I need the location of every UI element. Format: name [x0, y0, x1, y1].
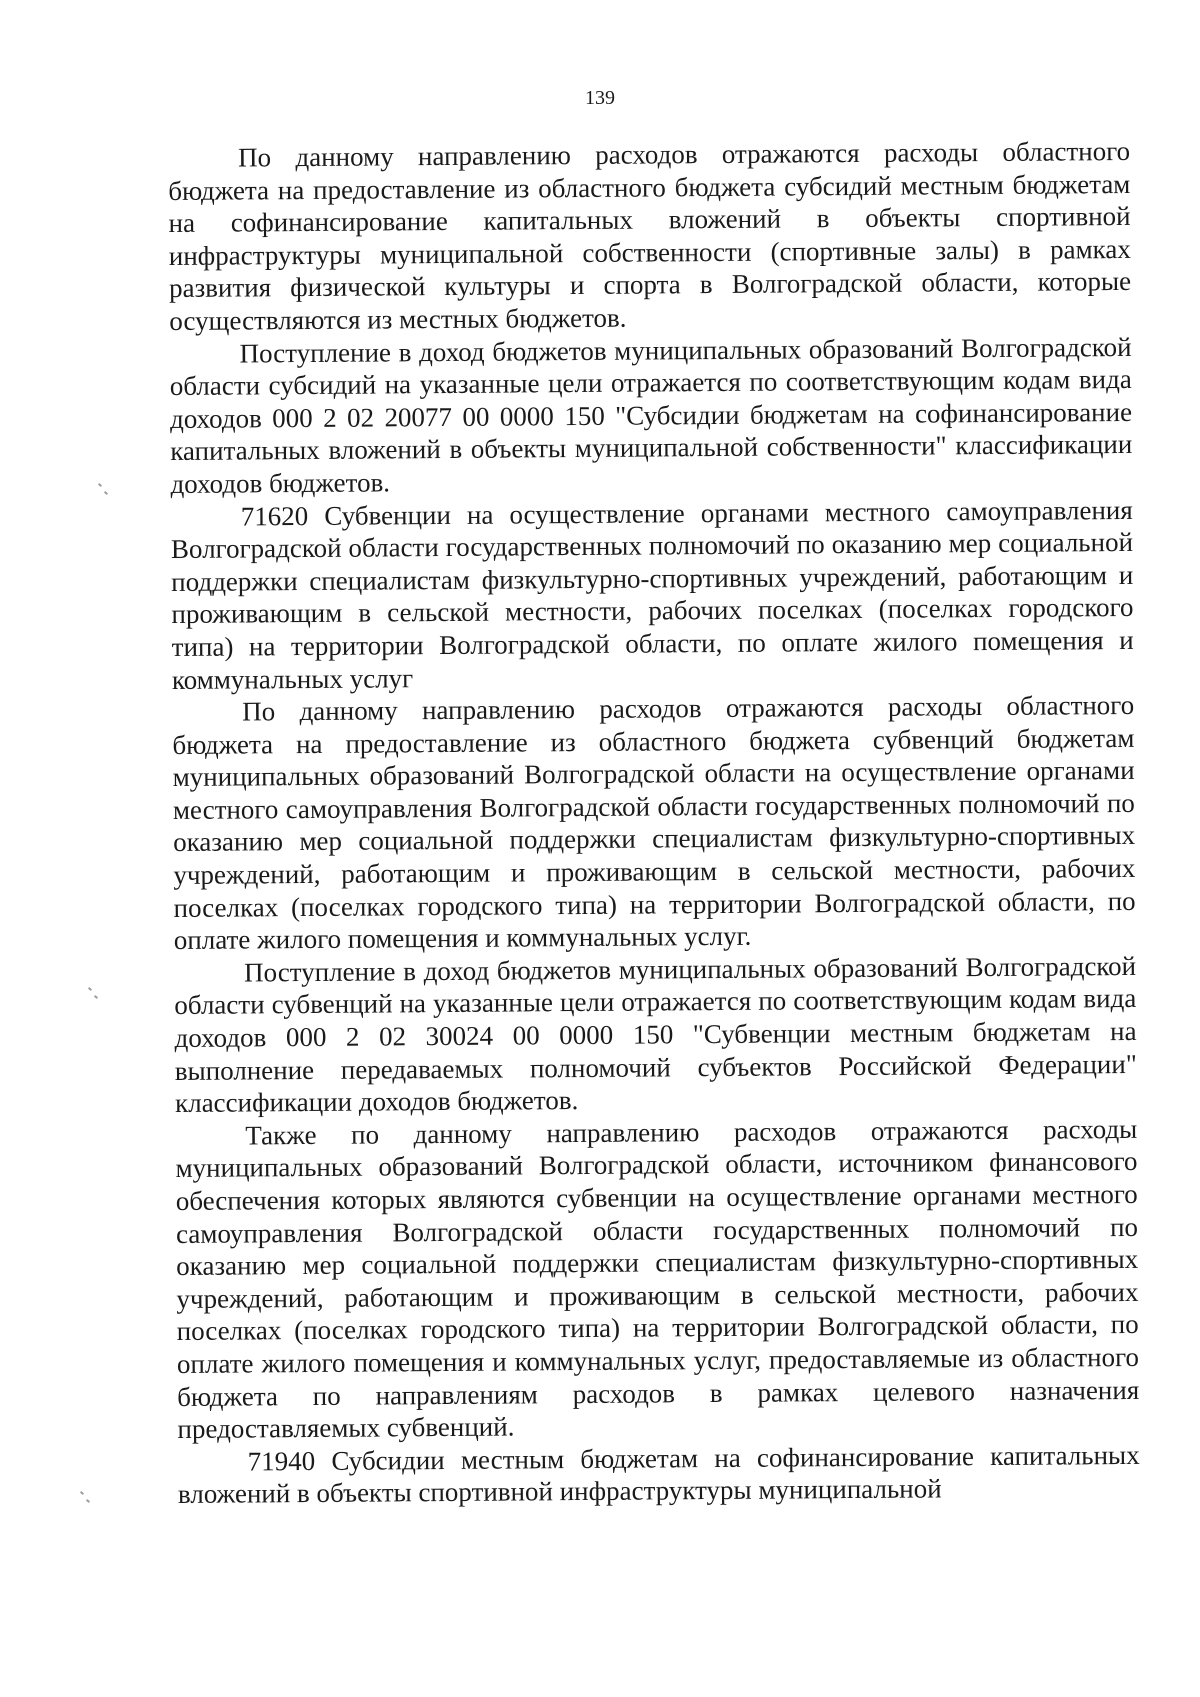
- scan-speck: [80, 1491, 84, 1495]
- scan-speck: [88, 987, 92, 991]
- paragraph-1: По данному направлению расходов отражаются расходы областного бюджета на предоставление из областного бюджета субсидий местным бюджетам на софинансирование капитальных вложений в объекты спортивной инфраструктуры муниципальной собственности (спортивные залы) в рамках развития физической культуры и спорта в Волгоградской области, которые осуществляются из местных бюджетов.: [168, 135, 1132, 336]
- paragraph-7: 71940 Субсидии местным бюджетам на софинансирование капитальных вложений в объекты спортивной инфраструктуры муниципальной: [177, 1439, 1140, 1510]
- paragraph-3: 71620 Субвенции на осуществление органами местного самоуправления Волгоградской области государственных полномочий по оказанию мер социальной поддержки специалистам физкультурно-спортивных учреждений, работающим и проживающим в сельской местности, рабочих поселках (поселках городского типа) на территории Волгоградской области, по оплате жилого помещения и коммунальных услуг: [170, 494, 1134, 695]
- scan-speck: [104, 491, 108, 495]
- scan-speck: [86, 1499, 90, 1503]
- scan-speck: [98, 483, 102, 487]
- page-number: 139: [585, 87, 615, 109]
- document-body: [168, 135, 1140, 1511]
- paragraph-4: По данному направлению расходов отражаются расходы областного бюджета на предоставление из областного бюджета субвенций бюджетам муниципальных образований Волгоградской области на осуществление органами местного самоуправления Волгоградской области государственных полномочий по оказанию мер социальной поддержки специалистам физкультурно-спортивных учреждений, работающим и проживающим в сельской местности, рабочих поселках (поселках городского типа) на территории Волгоградской области, по оплате жилого помещения и коммунальных услуг.: [172, 690, 1136, 956]
- scan-speck: [94, 995, 98, 999]
- paragraph-6: Также по данному направлению расходов отражаются расходы муниципальных образований Волгоградской области, источником финансового обеспечения которых являются субвенции на осуществление органами местного самоуправления Волгоградской области государственных полномочий по оказанию мер социальной поддержки специалистам физкультурно-спортивных учреждений, работающим и проживающим в сельской местности, рабочих поселках (поселках городского типа) на территории Волгоградской области, по оплате жилого помещения и коммунальных услуг, предоставляемые из областного бюджета по направлениям расходов в рамках целевого назначения предоставляемых субвенций.: [175, 1113, 1140, 1445]
- paragraph-5: Поступление в доход бюджетов муниципальных образований Волгоградской области субвенций на указанные цели отражается по соответствующим кодам вида доходов 000 2 02 30024 00 0000 150 "Субвенции местным бюджетам на выполнение передаваемых полномочий субъектов Российской Федерации" классификации доходов бюджетов.: [174, 950, 1137, 1119]
- paragraph-2: Поступление в доход бюджетов муниципальных образований Волгоградской области субсидий на указанные цели отражается по соответствующим кодам вида доходов 000 2 02 20077 00 0000 150 "Субсидии бюджетам на софинансирование капитальных вложений в объекты муниципальной собственности" классификации доходов бюджетов.: [169, 331, 1133, 499]
